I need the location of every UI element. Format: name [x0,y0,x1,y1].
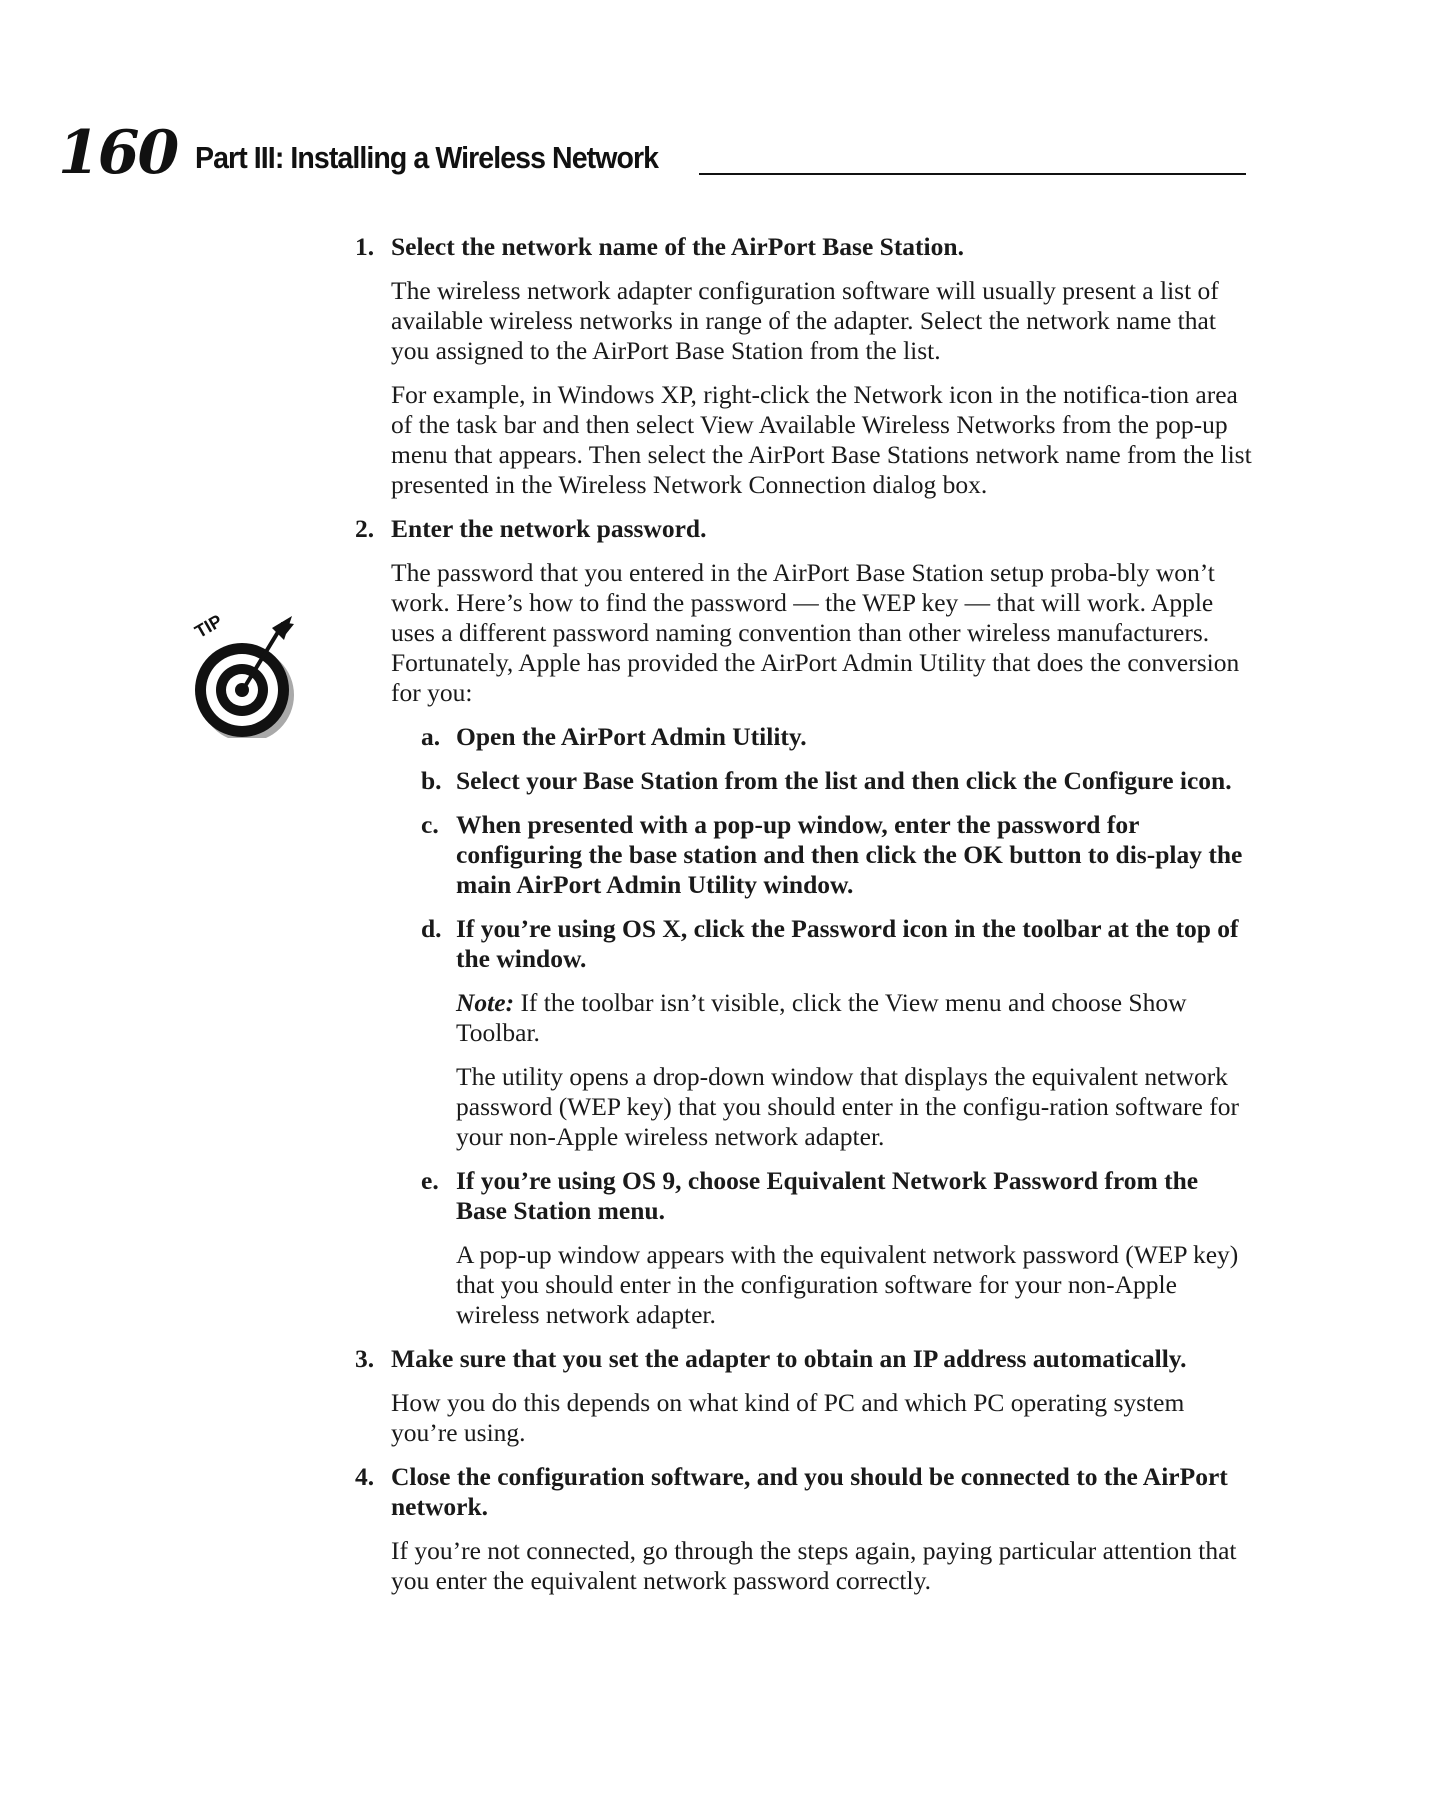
substep-title: If you’re using OS X, click the Password icon in the toolbar at the top of the window. [456,914,1239,973]
step-paragraph: The password that you entered in the AirPort Base Station setup proba-bly won’t work. Here’s how to find the password — the WEP key — that will work. Apple uses a different password naming convention than other wireless manufacturers. Fortunately, Apple has provided the AirPort Admin Utility that does the conversion for you: [391,558,1240,707]
substep-paragraph: The utility opens a drop-down window that displays the equivalent network password (WEP key) that you should enter in the configu-ration software for your non-Apple wireless network adapter. [456,1062,1239,1151]
substep-paragraph: A pop-up window appears with the equivalent network password (WEP key) that you should enter in the configuration software for your non-Apple wireless network adapter. [456,1240,1239,1329]
step-paragraph: The wireless network adapter configuration software will usually present a list of available wireless networks in range of the adapter. Select the network name that you assigned to the AirPort Base Station from the list. [391,276,1219,365]
step-paragraph: For example, in Windows XP, right-click the Network icon in the notifica-tion area of the task bar and then select View Available Wireless Networks from the pop-up menu that appears. Then select the AirPort Base Stations network name from the list presented in the Wireless Network Connection dialog box. [391,380,1252,499]
substep-c [391,810,1255,900]
substep-a [391,722,1255,752]
running-head: Part III: Installing a Wireless Network [195,140,659,175]
substep-letter: e. [421,1166,439,1195]
note-label: Note: [456,988,515,1017]
step-number: 2. [355,514,375,543]
step-title: Select the network name of the AirPort Base Station. [391,232,964,261]
page-number: 160 [58,118,178,188]
step-title: Close the configuration software, and you should be connected to the AirPort network. [391,1462,1228,1521]
step-paragraph: If you’re not connected, go through the steps again, paying particular attention that you enter the equivalent network password correctly. [391,1536,1237,1595]
substep-title: Open the AirPort Admin Utility. [456,722,807,751]
substep-e [391,1166,1255,1330]
step-1 [355,232,1255,500]
substep-letter: b. [421,766,442,795]
page-header [58,118,1246,188]
tip-icon-label: TIP [191,610,226,642]
step-paragraph: How you do this depends on what kind of PC and which PC operating system you’re using. [391,1388,1185,1447]
step-number: 1. [355,232,375,261]
step-2 [355,514,1255,1330]
substep-letter: d. [421,914,442,943]
instructions [355,232,1255,1610]
step-number: 3. [355,1344,375,1373]
header-rule [699,173,1246,175]
note-paragraph [456,988,1255,1048]
note-text: If the toolbar isn’t visible, click the View menu and choose Show Toolbar. [456,988,1187,1047]
substep-title: Select your Base Station from the list and then click the Configure icon. [456,766,1232,795]
substep-list [391,722,1255,1330]
step-3 [355,1344,1255,1448]
step-4 [355,1462,1255,1596]
step-title: Enter the network password. [391,514,707,543]
substep-title: When presented with a pop-up window, enter the password for configuring the base station and then click the OK button to dis-play the main AirPort Admin Utility window. [456,810,1243,899]
substep-letter: c. [421,810,439,839]
step-number: 4. [355,1462,375,1491]
substep-letter: a. [421,722,441,751]
tip-target-icon [186,598,306,738]
substep-title: If you’re using OS 9, choose Equivalent Network Password from the Base Station menu. [456,1166,1199,1225]
step-title: Make sure that you set the adapter to obtain an IP address automatically. [391,1344,1187,1373]
substep-d [391,914,1255,1152]
substep-b [391,766,1255,796]
